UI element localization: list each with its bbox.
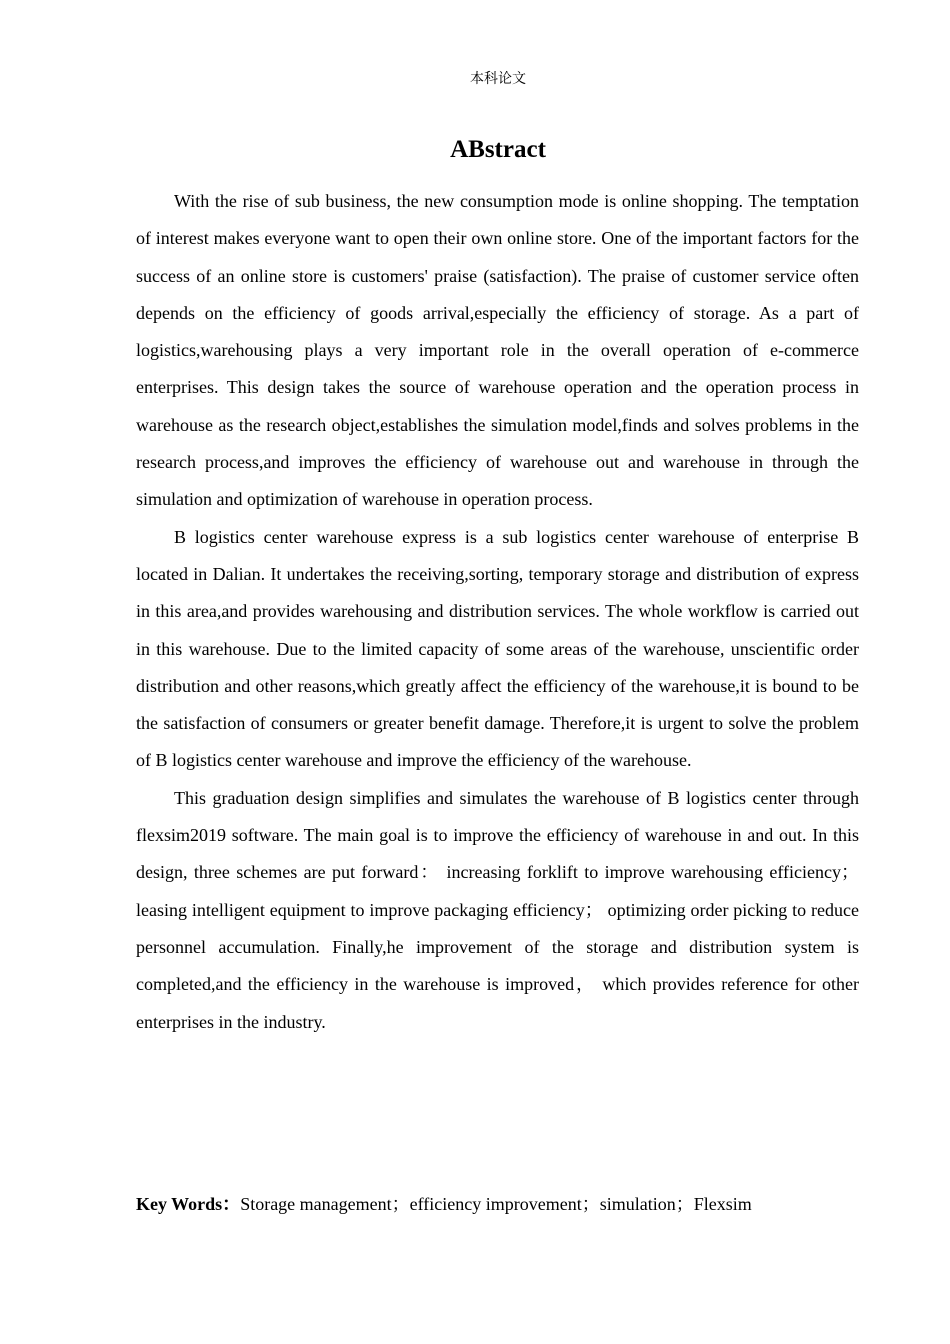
keywords-label: Key Words： bbox=[136, 1194, 241, 1214]
abstract-paragraph-1: With the rise of sub business, the new consumption mode is online shopping. The temptation of interest makes everyone want to open their own online store. One of the important factors for the success of an online store is customers' praise (satisfaction). The praise of customer service often depends on the efficiency of goods arrival,especially the efficiency of storage. As a part of logistics,warehousing plays a very important role in the overall operation of e-commerce enterprises. This design takes the source of warehouse operation and the operation process in warehouse as the research object,establishes the simulation model,finds and solves problems in the research process,and improves the efficiency of warehouse out and warehouse in through the simulation and optimization of warehouse in operation process. bbox=[136, 191, 859, 510]
running-header: 本科论文 bbox=[470, 71, 526, 87]
keywords-list: Storage management；efficiency improvement；simulation；Flexsim bbox=[240, 1194, 752, 1214]
abstract-paragraph-2: B logistics center warehouse express is a sub logistics center warehouse of enterprise B located in Dalian. It undertakes the receiving,sorting, temporary storage and distribution of express in this area,and provides warehousing and distribution services. The whole workflow is carried out in this warehouse. Due to the limited capacity of some areas of the warehouse, unscientific order distribution and other reasons,which greatly affect the efficiency of the warehouse,it is bound to be the satisfaction of consumers or greater benefit damage. Therefore,it is urgent to solve the problem of B logistics center warehouse and improve the efficiency of the warehouse. bbox=[136, 526, 859, 771]
abstract-title: ABstract bbox=[450, 136, 546, 163]
abstract-paragraph-3: This graduation design simplifies and simulates the warehouse of B logistics center through flexsim2019 software. The main goal is to improve the efficiency of warehouse in and out. In this design, three schemes are put forward： increasing forklift to improve warehousing efficiency； leasing intelligent equipment to improve packaging efficiency； optimizing order picking to reduce personnel accumulation. Finally,he improvement of the storage and distribution system is completed,and the efficiency in the warehouse is improved， which provides reference for other enterprises in the industry. bbox=[136, 787, 859, 1032]
keywords-line bbox=[136, 1187, 859, 1221]
abstract-body bbox=[136, 183, 859, 1041]
